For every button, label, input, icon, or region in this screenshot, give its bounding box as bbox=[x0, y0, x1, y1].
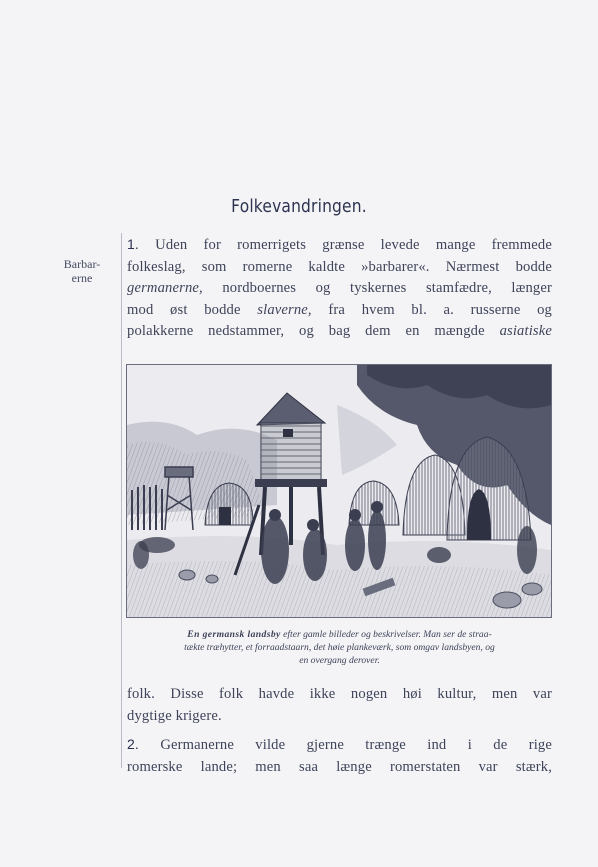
village-illustration bbox=[126, 364, 552, 618]
text-line: polakkerne nedstammer, og bag dem en mængde asiatiske bbox=[127, 323, 552, 339]
caption-line: En germansk landsby efter gamle billeder og beskrivelser. Man ser de straa- bbox=[187, 629, 492, 640]
section-number: 1. bbox=[127, 236, 139, 252]
margin-note-line-2: erne bbox=[71, 271, 93, 285]
illustration-engraving bbox=[127, 365, 551, 617]
chapter-title: Folkevandringen. bbox=[231, 196, 367, 217]
emphasis: slaverne, bbox=[257, 301, 312, 318]
text-line: 1. Uden for romerrigets grænse levede mange fremmede bbox=[127, 236, 552, 253]
margin-note bbox=[56, 257, 108, 285]
text-line: folkeslag, som romerne kaldte »barbarer«. Nærmest bodde bbox=[127, 258, 552, 275]
margin-note-line-1: Barbar- bbox=[63, 257, 101, 271]
section-2-paragraph bbox=[127, 734, 552, 778]
text-line: 2. Germanerne vilde gjerne trænge ind i de rige bbox=[127, 736, 552, 753]
text-line: mod øst bodde slaverne, fra hvem bl. a. russerne og bbox=[127, 301, 553, 318]
section-1-paragraph bbox=[127, 234, 552, 343]
section-1-continuation bbox=[127, 684, 552, 727]
emphasis: germanerne, bbox=[127, 280, 203, 296]
section-number: 2. bbox=[127, 736, 139, 752]
caption-line: en overgang derover. bbox=[299, 655, 380, 666]
text-line: romerske lande; men saa længe romerstaten var stærk, bbox=[127, 758, 552, 775]
caption-title: En germansk landsby bbox=[187, 629, 281, 640]
margin-rule bbox=[121, 233, 122, 768]
text-line: folk. Disse folk havde ikke nogen høi kultur, men var bbox=[127, 686, 552, 702]
text-line: germanerne, nordboernes og tyskernes stamfædre, længer bbox=[127, 280, 552, 296]
emphasis: asiatiske bbox=[499, 323, 552, 339]
text-line: dygtige krigere. bbox=[127, 707, 222, 724]
illustration-caption bbox=[127, 628, 552, 667]
caption-line: tækte træhytter, et forraadstaarn, det høie plankeværk, som omgav landsbyen, og bbox=[184, 642, 495, 653]
